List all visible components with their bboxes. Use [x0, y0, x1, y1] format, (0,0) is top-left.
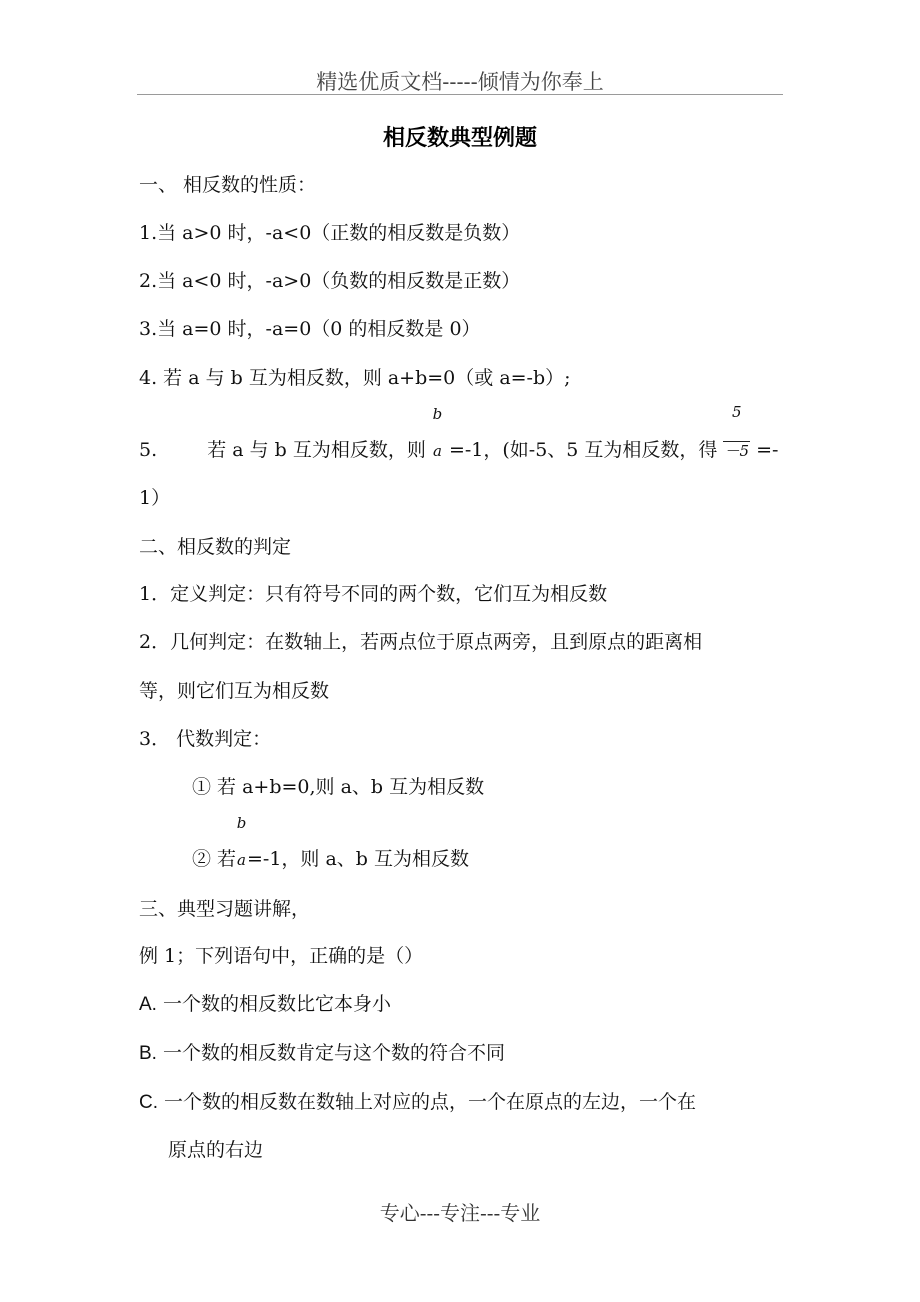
- item5-text-c: =-: [756, 439, 779, 461]
- page-header: 精选优质文档-----倾情为你奉上: [316, 70, 604, 94]
- property-item-4: 4. 若 a 与 b 互为相反数，则 a+b=0（或 a=-b）;: [139, 367, 571, 389]
- option-b: [139, 1039, 505, 1068]
- sub2-suffix: =-1，则 a、b 互为相反数: [247, 848, 469, 870]
- item5-text-b: =-1，(如-5、5 互为相反数，得: [448, 439, 718, 461]
- section1-heading: 一、 相反数的性质：: [139, 174, 317, 196]
- example-1-question: 例 1；下列语句中，正确的是（）: [139, 945, 424, 967]
- option-c: [139, 1088, 696, 1117]
- fraction-numerator: 5: [731, 403, 742, 421]
- criterion-sub-2: [192, 814, 469, 873]
- option-a-text: 一个数的相反数比它本身小: [163, 993, 392, 1015]
- option-a-label: A.: [139, 994, 157, 1015]
- fraction-denominator: a: [237, 851, 246, 869]
- criterion-item-2-line1: 2．几何判定：在数轴上，若两点位于原点两旁，且到原点的距离相: [139, 631, 703, 653]
- page-footer: 专心---专注---专业: [379, 1201, 541, 1225]
- option-c-text-line1: 一个数的相反数在数轴上对应的点，一个在原点的左边，一个在: [164, 1091, 697, 1113]
- option-b-label: B.: [139, 1043, 157, 1064]
- document-title: 相反数典型例题: [382, 125, 537, 151]
- property-item-5: [139, 403, 779, 464]
- property-item-3: 3.当 a=0 时，-a=0（0 的相反数是 0）: [139, 318, 481, 340]
- property-item-2: 2.当 a<0 时，-a>0（负数的相反数是正数）: [139, 270, 521, 292]
- fraction-denominator: a: [432, 442, 442, 460]
- fraction-b-over-a: [432, 405, 443, 464]
- item5-text-a: 若 a 与 b 互为相反数，则: [207, 439, 426, 461]
- option-c-text-line2: 原点的右边: [168, 1139, 264, 1161]
- criterion-item-2-line2: 等，则它们互为相反数: [139, 680, 330, 702]
- fraction-numerator: b: [236, 814, 247, 832]
- option-c-label: C.: [139, 1092, 158, 1113]
- property-item-5-continuation: 1）: [139, 487, 171, 509]
- section2-heading: 二、相反数的判定: [139, 536, 292, 558]
- section3-heading: 三、典型习题讲解，: [139, 898, 311, 920]
- property-item-1: 1.当 a>0 时，-a<0（正数的相反数是负数）: [139, 222, 521, 244]
- fraction-denominator: －5: [724, 442, 750, 460]
- criterion-sub-1: ① 若 a+b=0,则 a、b 互为相反数: [192, 776, 485, 798]
- criterion-item-3: 3． 代数判定：: [139, 728, 272, 750]
- criterion-item-1: 1．定义判定：只有符号不同的两个数，它们互为相反数: [139, 583, 608, 605]
- fraction-5-over-neg5: [723, 403, 750, 464]
- header-divider: [137, 94, 783, 95]
- fraction-numerator: b: [432, 405, 443, 423]
- sub2-prefix: ② 若: [192, 848, 237, 870]
- item5-number: 5.: [139, 439, 158, 461]
- fraction-b-over-a: [236, 814, 247, 873]
- option-a: [139, 990, 391, 1019]
- option-b-text: 一个数的相反数肯定与这个数的符合不同: [163, 1042, 506, 1064]
